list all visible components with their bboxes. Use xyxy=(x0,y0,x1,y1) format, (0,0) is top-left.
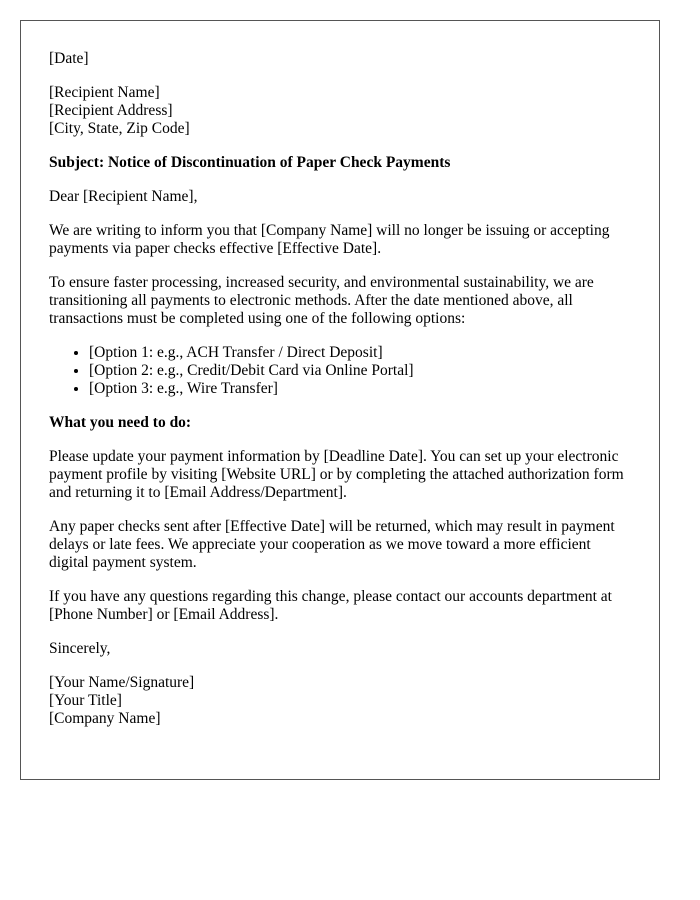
letter-page xyxy=(20,20,660,780)
paragraph-update-info: Please update your payment information by [Deadline Date]. You can set up your electronic payment profile by visiting [Website URL] or by completing the attached authorization form and returning it to [Email Address/Department]. xyxy=(49,448,624,501)
signature-block xyxy=(49,674,631,728)
salutation: Dear [Recipient Name], xyxy=(49,188,198,205)
closing: Sincerely, xyxy=(49,640,111,657)
recipient-block xyxy=(49,84,631,138)
paragraph-intro: We are writing to inform you that [Company Name] will no longer be issuing or accepting payments via paper checks effective [Effective Date]. xyxy=(49,222,610,257)
todo-heading: What you need to do: xyxy=(49,414,192,431)
letter-subject: Subject: Notice of Discontinuation of Paper Check Payments xyxy=(49,154,451,171)
payment-option-3: • [Option 3: e.g., Wire Transfer] xyxy=(89,380,631,398)
recipient-address: [Recipient Address] xyxy=(49,102,173,119)
recipient-city-state-zip: [City, State, Zip Code] xyxy=(49,120,190,137)
signature-name: [Your Name/Signature] xyxy=(49,674,195,691)
letter-date: [Date] xyxy=(49,50,89,67)
paragraph-returned-checks: Any paper checks sent after [Effective Date] will be returned, which may result in payment delays or late fees. We appreciate your cooperation as we move toward a more efficient digital payment system. xyxy=(49,518,615,571)
payment-options-list xyxy=(49,344,631,398)
recipient-name: [Recipient Name] xyxy=(49,84,160,101)
payment-option-2: • [Option 2: e.g., Credit/Debit Card via Online Portal] xyxy=(89,362,631,380)
signature-title: [Your Title] xyxy=(49,692,122,709)
paragraph-transition: To ensure faster processing, increased security, and environmental sustainability, we are transitioning all payments to electronic methods. After the date mentioned above, all transactions must be completed using one of the following options: xyxy=(49,274,594,327)
signature-company: [Company Name] xyxy=(49,710,161,727)
paragraph-contact: If you have any questions regarding this change, please contact our accounts department at [Phone Number] or [Email Address]. xyxy=(49,588,612,623)
payment-option-1: • [Option 1: e.g., ACH Transfer / Direct Deposit] xyxy=(89,344,631,362)
